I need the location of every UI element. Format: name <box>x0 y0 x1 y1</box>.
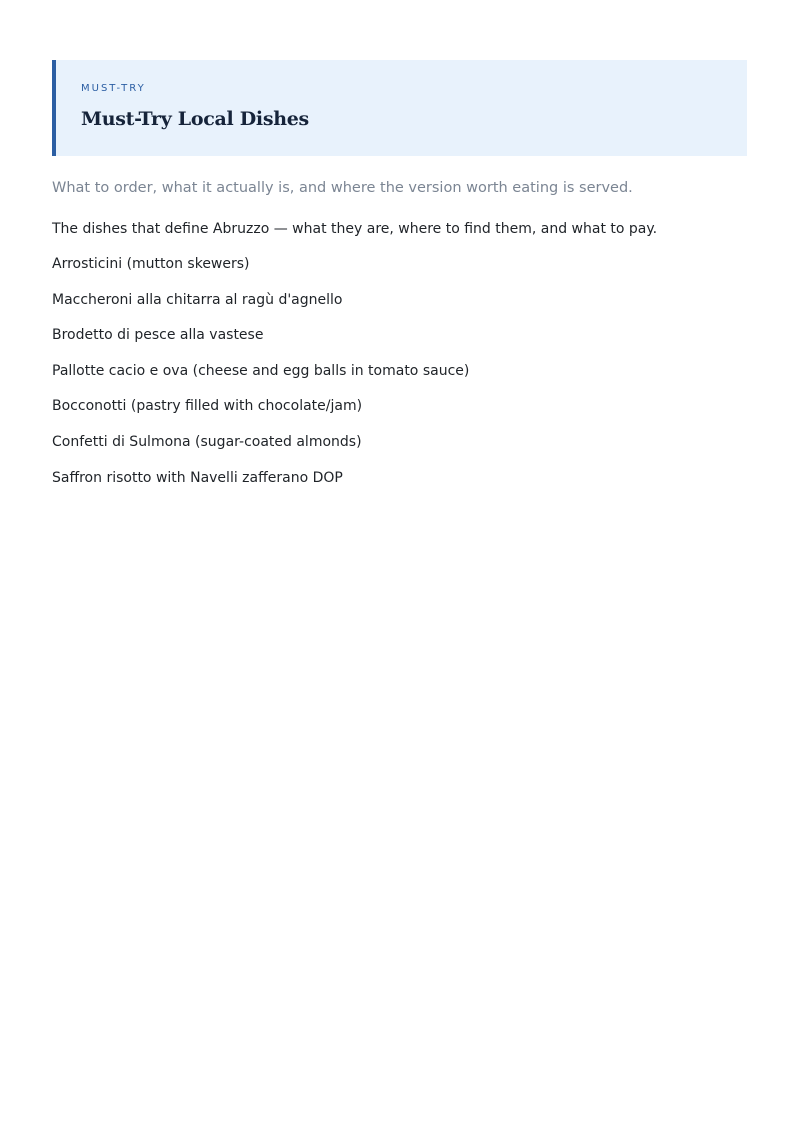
list-item: Bocconotti (pastry filled with chocolate/jam) <box>52 398 363 415</box>
dish-list <box>52 254 469 503</box>
list-item: Pallotte cacio e ova (cheese and egg balls in tomato sauce) <box>52 362 470 379</box>
section-header <box>52 60 747 156</box>
section-eyebrow: MUST-TRY <box>81 83 146 94</box>
page-title: Must-Try Local Dishes <box>81 108 309 130</box>
list-item: Saffron risotto with Navelli zafferano DOP <box>52 469 343 486</box>
list-item: Brodetto di pesce alla vastese <box>52 327 264 344</box>
page-subtitle: What to order, what it actually is, and where the version worth eating is served. <box>52 180 633 196</box>
intro-text: The dishes that define Abruzzo — what they are, where to find them, and what to pay. <box>52 221 658 237</box>
list-item: Maccheroni alla chitarra al ragù d'agnello <box>52 291 343 308</box>
list-item: Arrosticini (mutton skewers) <box>52 256 250 272</box>
list-item: Confetti di Sulmona (sugar-coated almonds) <box>52 433 362 450</box>
